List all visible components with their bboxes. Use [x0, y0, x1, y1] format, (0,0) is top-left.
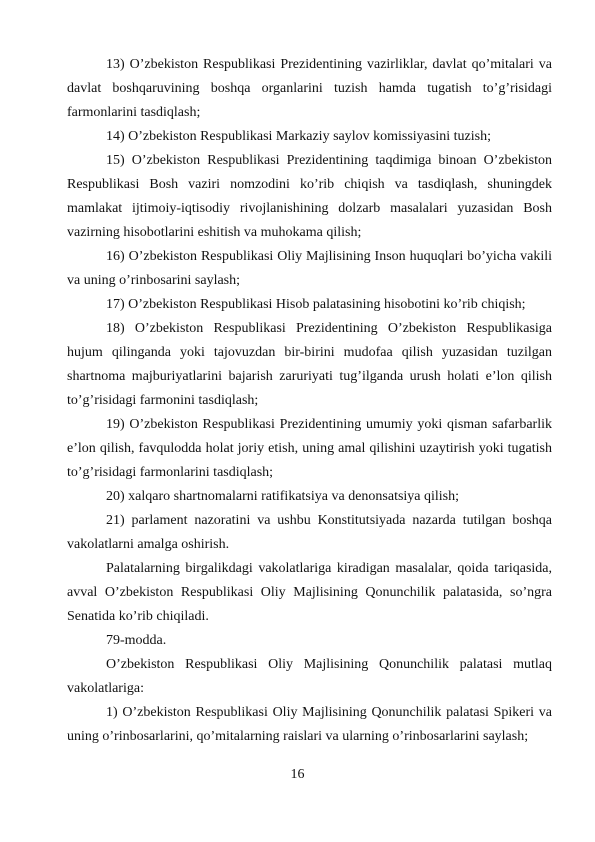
paragraph-item-14: 14) O’zbekiston Respublikasi Markaziy saylov komissiyasini tuzish;: [106, 129, 491, 144]
paragraph-item-21: 21) parlament nazoratini va ushbu Konstitutsiyada nazarda tutilgan boshqa vakolatlarni amalga oshirish.: [67, 513, 552, 552]
paragraph-item-16: 16) O’zbekiston Respublikasi Oliy Majlisining Inson huquqlari bo’yicha vakili va uning o’rinbosarini saylash;: [67, 249, 552, 288]
paragraph-joint-powers: Palatalarning birgalikdagi vakolatlariga kiradigan masalalar, qoida tariqasida, avval O’zbekiston Respublikasi Oliy Majlisining Qonunchilik palatasida, so’ngra Senatida ko’rib chiqiladi.: [67, 561, 552, 624]
paragraph-item-17: 17) O’zbekiston Respublikasi Hisob palatasining hisobotini ko’rib chiqish;: [106, 297, 526, 312]
article-heading: 79-modda.: [106, 633, 167, 648]
paragraph-item-18: 18) O’zbekiston Respublikasi Prezidentining O’zbekiston Respublikasiga hujum qilinganda yoki tajovuzdan bir-birini mudofaa qilish yuzasidan tuzilgan shartnoma majburiyatlarini bajarish zaruriyati tug’ilganda urush holati e’lon qilish to’g’risidagi farmonini tasdiqlash;: [67, 321, 552, 408]
paragraph-item-1: 1) O’zbekiston Respublikasi Oliy Majlisining Qonunchilik palatasi Spikeri va uning o’rinbosarlarini, qo’mitalarning raislari va ularning o’rinbosarlarini saylash;: [67, 705, 552, 744]
paragraph-item-19: 19) O’zbekiston Respublikasi Prezidentining umumiy yoki qisman safarbarlik e’lon qilish, favqulodda holat joriy etish, uning amal qilishini uzaytirish yoki tugatish to’g’risidagi farmonlarini tasdiqlash;: [67, 417, 552, 480]
page-number: 16: [290, 767, 305, 782]
paragraph-item-13: 13) O’zbekiston Respublikasi Prezidentining vazirliklar, davlat qo’mitalari va davlat boshqaruvining boshqa organlarini tuzish hamda tugatish to’g’risidagi farmonlarini tasdiqlash;: [67, 57, 552, 120]
document-body: [67, 53, 552, 749]
paragraph-item-15: 15) O’zbekiston Respublikasi Prezidentining taqdimiga binoan O’zbekiston Respublikasi Bosh vaziri nomzodini ko’rib chiqish va tasdiqlash, shuningdek mamlakat ijtimoiy-iqtisodiy rivojlanishining dolzarb masalalari yuzasidan Bosh vazirning hisobotlarini eshitish va muhokama qilish;: [67, 153, 552, 240]
paragraph-exclusive-powers-intro: O’zbekiston Respublikasi Oliy Majlisining Qonunchilik palatasi mutlaq vakolatlariga:: [67, 657, 552, 696]
paragraph-item-20: 20) xalqaro shartnomalarni ratifikatsiya va denonsatsiya qilish;: [106, 489, 460, 504]
